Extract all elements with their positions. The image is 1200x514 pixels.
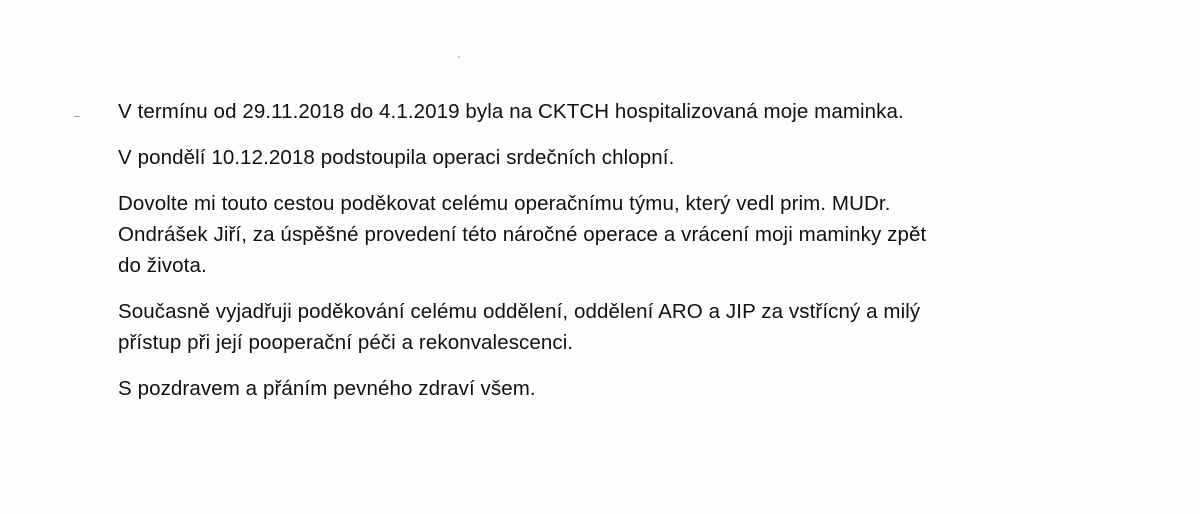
paragraph-hospitalization (118, 96, 1078, 127)
text-line: Současně vyjadřuji poděkování celému oddělení, oddělení ARO a JIP za vstřícný a milý (118, 300, 921, 323)
text-line: S pozdravem a přáním pevného zdraví všem. (118, 377, 536, 400)
scan-speck (74, 116, 80, 117)
text-line: V termínu od 29.11.2018 do 4.1.2019 byla na CKTCH hospitalizovaná moje maminka. (118, 100, 904, 123)
paragraph-thanks-team (118, 188, 1078, 281)
paragraph-surgery (118, 142, 1078, 173)
text-line: V pondělí 10.12.2018 podstoupila operaci srdečních chlopní. (118, 146, 675, 169)
text-line: Dovolte mi touto cestou poděkovat celému operačnímu týmu, který vedl prim. MUDr. (118, 192, 891, 215)
text-line: přístup při její pooperační péči a rekonvalescenci. (118, 331, 574, 354)
letter-body (118, 96, 1078, 404)
text-line: do života. (118, 254, 207, 277)
text-line: Ondrášek Jiří, za úspěšné provedení této náročné operace a vrácení moji maminky zpět (118, 223, 927, 246)
paragraph-closing (118, 373, 1078, 404)
paragraph-thanks-departments (118, 296, 1078, 358)
scan-speck (458, 56, 460, 58)
